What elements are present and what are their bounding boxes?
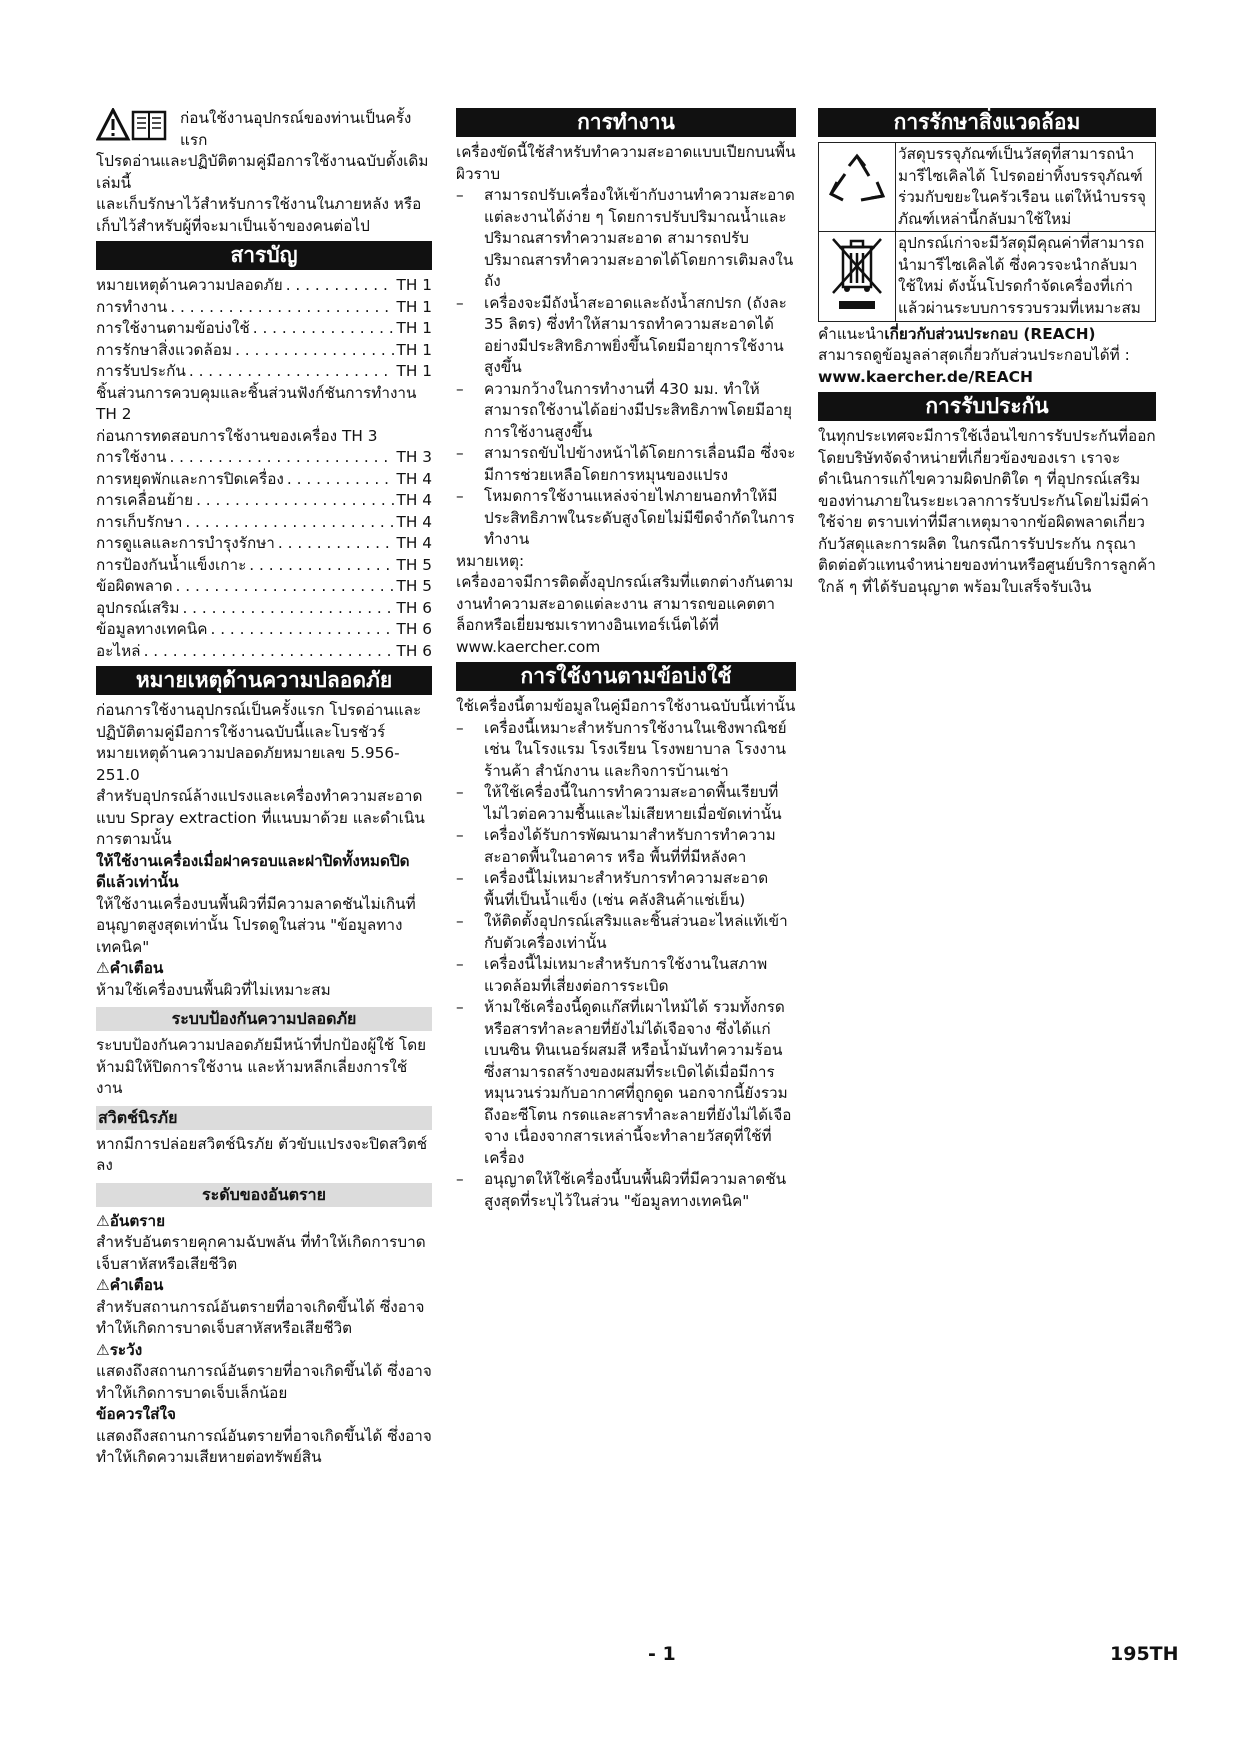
hazard-text: สำหรับอันตรายคุกคามฉับพลัน ที่ทำให้เกิดการบาดเจ็บสาหัสหรือเสียชีวิต [96,1233,426,1273]
column-middle [456,108,796,1212]
column-left [96,108,432,1469]
toc-row[interactable]: หมายเหตุด้านความปลอดภัย . . . TH 1 [96,275,432,297]
reach-link[interactable]: www.kaercher.de/REACH [818,367,1033,386]
hazard-text: แสดงถึงสถานการณ์อันตรายที่อาจเกิดขึ้นได้ ซึ่งอาจทำให้เกิดการบาดเจ็บเล็กน้อย [96,1362,432,1402]
toc-row[interactable]: อุปกรณ์เสริม . . . TH 6 [96,598,432,620]
env-title: การรักษาสิ่งแวดล้อม [818,108,1156,137]
list-item: – เครื่องได้รับการพัฒนามาสำหรับการทำความสะอาดพื้นในอาคาร หรือ พื้นที่ที่มีหลังคา [456,826,776,866]
recycle-icon [819,143,896,232]
toc-row[interactable]: การรับประกัน . . . TH 1 [96,361,432,383]
list-item: – เครื่องนี้เหมาะสำหรับการใช้งานในเชิงพาณิชย์ เช่น ในโรงแรม โรงเรียน โรงพยาบาล โรงงาน ร้านค้า สำนักงาน และกิจการบ้านเช่า [456,718,787,780]
table-row [819,143,1156,232]
list-item: – เครื่องจะมีถังน้ำสะอาดและถังน้ำสกปรก (ถังละ 35 ลิตร) ซึ่งทำให้สามารถทำความสะอาดได้อย่างมีประสิทธิภาพยิ่งขึ้นโดยมีอายุการใช้งานสูงขึ้น [456,293,787,376]
use-title: การใช้งานตามข้อบ่งใช้ [456,662,796,691]
hazard-title: ระดับของอันตราย [96,1183,432,1207]
toc-row[interactable]: ข้อผิดพลาด . . . TH 5 [96,576,432,598]
page-number: - 1 [648,1643,676,1665]
hazard-label: ข้อควรใส่ใจ [96,1405,176,1423]
list-item: – เครื่องนี้ไม่เหมาะสำหรับการใช้งานในสภาพแวดล้อมที่เสี่ยงต่อการระเบิด [456,955,768,995]
toc-title: สารบัญ [96,241,432,270]
warranty-title: การรับประกัน [818,392,1156,421]
function-title: การทำงาน [456,108,796,137]
safety-text: ก่อนการใช้งานอุปกรณ์เป็นครั้งแรก โปรดอ่านและปฏิบัติตามคู่มือการใช้งานฉบับนี้และโบรชัวร์หมายเหตุด้านความปลอดภัยหมายเลข 5.956-251.0 [96,701,422,784]
protect-text: ระบบป้องกันความปลอดภัยมีหน้าที่ปกป้องผู้ใช้ โดยห้ามมิให้ปิดการใช้งาน และห้ามหลีกเลี่ยงการใช้งาน [96,1036,427,1097]
toc-row[interactable]: ก่อนการทดสอบการใช้งานของเครื่อง TH 3 [96,426,378,445]
safety-text: สำหรับอุปกรณ์ล้างแปรงและเครื่องทำความสะอาดแบบ Spray extraction ที่แนบมาด้วย และดำเนินการตามนั้น [96,787,425,848]
list-item: – อนุญาตให้ใช้เครื่องนี้บนพื้นผิวที่มีความลาดชันสูงสุดที่ระบุไว้ในส่วน "ข้อมูลทางเทคนิค" [456,1170,787,1210]
toc-row[interactable]: อะไหล่ . . . TH 6 [96,641,432,663]
toc-row[interactable]: การเคลื่อนย้าย . . . TH 4 [96,490,432,512]
intro-line: และเก็บรักษาไว้สำหรับการใช้งานในภายหลัง หรือเก็บไว้สำหรับผู้ที่จะมาเป็นเจ้าของคนต่อไป [96,195,422,235]
page-code: 195TH [1110,1643,1179,1665]
list-item: – ห้ามใช้เครื่องนี้ดูดแก๊สที่เผาไหม้ได้ รวมทั้งกรดหรือสารทำละลายที่ยังไม่ได้เจือจาง ซึ่งได้แก่ เบนซิน ทินเนอร์ผสมสี หรือน้ำมันทำความร้อน ซึ่งสามารถสร้างของผสมที่ระเบิดได้เมื่อมีการหมุนวนร่วมกับอากาศที่ถูกดูด นอกจากนี้ยังรวมถึงอะซีโตน กรดและสารทำละลายที่ยังไม่ได้เจือจาง เนื่องจากสารเหล่านี้จะทำลายวัสดุที่ใช้ที่เครื่อง [456,998,792,1167]
intro-line: โปรดอ่านและปฏิบัติตามคู่มือการใช้งานฉบับดั้งเดิมเล่มนี้ [96,152,429,192]
reach-text: สามารถดูข้อมูลล่าสุดเกี่ยวกับส่วนประกอบได้ที่ : [818,346,1130,364]
switch-text: หากมีการปล่อยสวิตช์นิรภัย ตัวขับแปรงจะปิดสวิตช์ลง [96,1134,428,1174]
hazard-text: แสดงถึงสถานการณ์อันตรายที่อาจเกิดขึ้นได้ ซึ่งอาจทำให้เกิดความเสียหายต่อทรัพย์สิน [96,1426,432,1466]
list-item: – ให้ใช้เครื่องนี้ในการทำความสะอาดพื้นเรียบที่ไม่ไวต่อความชื้นและไม่เสียหายเมื่อขัดเท่านั้น [456,783,782,823]
toc-row[interactable]: การรักษาสิ่งแวดล้อม . . . TH 1 [96,340,432,362]
toc-row[interactable]: การหยุดพักและการปิดเครื่อง . . . TH 4 [96,469,432,491]
toc-row[interactable]: การทำงาน . . . TH 1 [96,297,432,319]
hazard-label: ⚠คำเตือน [96,1276,164,1294]
protect-title: ระบบป้องกันความปลอดภัย [96,1007,432,1031]
list-item: – ให้ติดตั้งอุปกรณ์เสริมและชิ้นส่วนอะไหล่แท้เข้ากับตัวเครื่องเท่านั้น [456,912,788,952]
hazard-label: ⚠อันตราย [96,1211,166,1230]
note-label: หมายเหตุ: [456,551,525,570]
env-text: วัสดุบรรจุภัณฑ์เป็นวัสดุที่สามารถนำมารีไซเคิลได้ โปรดอย่าทิ้งบรรจุภัณฑ์ร่วมกับขยะในครัวเรือน แต่ให้นำบรรจุภัณฑ์เหล่านี้กลับมาใช้ใหม่ [896,143,1156,232]
crossed-bin-icon [819,232,896,322]
note-text: เครื่องอาจมีการติดตั้งอุปกรณ์เสริมที่แตกต่างกันตามงานทำความสะอาดแต่ละงาน สามารถขอแคตตาล็อกหรือเยี่ยมชมเราทางอินเทอร์เน็ตได้ที่ www.kaercher.com [456,573,794,656]
toc-row[interactable]: การใช้งานตามข้อบ่งใช้ . . . TH 1 [96,318,432,340]
env-table [818,142,1156,322]
hazard-text: สำหรับสถานการณ์อันตรายที่อาจเกิดขึ้นได้ ซึ่งอาจทำให้เกิดการบาดเจ็บสาหัสหรือเสียชีวิต [96,1297,425,1337]
intro-icon-text: ก่อนใช้งานอุปกรณ์ของท่านเป็นครั้งแรก [180,109,412,149]
hazard-label: ⚠ระวัง [96,1340,143,1359]
list-item: – เครื่องนี้ไม่เหมาะสำหรับการทำความสะอาดพื้นที่เป็นน้ำแข็ง (เช่น คลังสินค้าแช่เย็น) [456,869,769,909]
toc-row[interactable]: ข้อมูลทางเทคนิค . . . TH 6 [96,619,432,641]
list-item: – ความกว้างในการทำงานที่ 430 มม. ทำให้สามารถใช้งานได้อย่างมีประสิทธิภาพโดยมีอายุการใช้งานสูงขึ้น [456,379,792,441]
list-item: – โหมดการใช้งานแหล่งจ่ายไฟภายนอกทำให้มีประสิทธิภาพในระดับสูงโดยไม่มีขีดจำกัดในการทำงาน [456,487,795,548]
toc-row[interactable]: การเก็บรักษา . . . TH 4 [96,512,432,534]
env-text: อุปกรณ์เก่าจะมีวัสดุมีคุณค่าที่สามารถนำมารีไซเคิลได้ ซึ่งควรจะนำกลับมาใช้ใหม่ ดังนั้นโปรดกำจัดเครื่องที่เก่าแล้วผ่านระบบการรวบรวมที่เหมาะสม [896,232,1156,322]
warranty-text: ในทุกประเทศจะมีการใช้เงื่อนไขการรับประกันที่ออกโดยบริษัทจัดจำหน่ายที่เกี่ยวข้องของเรา เราจะดำเนินการแก้ไขความผิดปกติใด ๆ ที่อุปกรณ์เสริมของท่านภายในระยะเวลาการรับประกันโดยไม่มีค่าใช้จ่าย ตราบเท่าที่มีสาเหตุมาจากข้อผิดพลาดเกี่ยวกับวัสดุและการผลิต ในกรณีการรับประกัน กรุณาติดต่อตัวแทนจำหน่ายของท่านหรือศูนย์บริการลูกค้าใกล้ ๆ ที่ได้รับอนุญาต พร้อมใบเสร็จรับเงิน [818,427,1156,596]
toc-row[interactable]: การดูแลและการบำรุงรักษา . . . TH 4 [96,533,432,555]
column-right [818,108,1156,598]
table-row [819,232,1156,322]
list-item: – สามารถปรับเครื่องให้เข้ากับงานทำความสะอาดแต่ละงานได้ง่าย ๆ โดยการปรับปริมาณน้ำและปริมาณสารทำความสะอาด สามารถปรับปริมาณสารทำความสะอาดได้โดยการเติมลงในถัง [456,186,795,290]
toc-row[interactable]: การป้องกันน้ำแข็งเกาะ . . . TH 5 [96,555,432,577]
warning-text: ห้ามใช้เครื่องบนพื้นผิวที่ไม่เหมาะสม [96,980,331,999]
warning-label: ⚠คำเตือน [96,959,164,977]
reach-heading: คำแนะนำเกี่ยวกับส่วนประกอบ (REACH) [818,324,1096,343]
toc-list [96,275,432,662]
intro-notice [96,108,432,151]
list-item: – สามารถขับไปข้างหน้าได้โดยการเลื่อนมือ ซึ่งจะมีการช่วยเหลือโดยการหมุนของแปรง [456,444,796,484]
switch-title: สวิตช์นิรภัย [96,1106,432,1130]
toc-row[interactable]: ชิ้นส่วนการควบคุมและชิ้นส่วนฟังก์ชันการทำงาน TH 2 [96,383,417,423]
safety-slope-text: ให้ใช้งานเครื่องบนพื้นผิวที่มีความลาดชันไม่เกินที่อนุญาตสูงสุดเท่านั้น โปรดดูในส่วน "ข้อมูลทางเทคนิค" [96,894,416,956]
toc-row[interactable]: การใช้งาน . . . TH 3 [96,447,432,469]
safety-title: หมายเหตุด้านความปลอดภัย [96,666,432,695]
warning-manual-icon [96,108,174,151]
use-intro: ใช้เครื่องนี้ตามข้อมูลในคู่มือการใช้งานฉบับนี้เท่านั้น [456,697,796,715]
safety-bold-text: ให้ใช้งานเครื่องเมื่อฝาครอบและฝาปิดทั้งหมดปิดดีแล้วเท่านั้น [96,851,410,891]
function-intro: เครื่องขัดนี้ใช้สำหรับทำความสะอาดแบบเปียกบนพื้นผิวราบ [456,143,796,183]
